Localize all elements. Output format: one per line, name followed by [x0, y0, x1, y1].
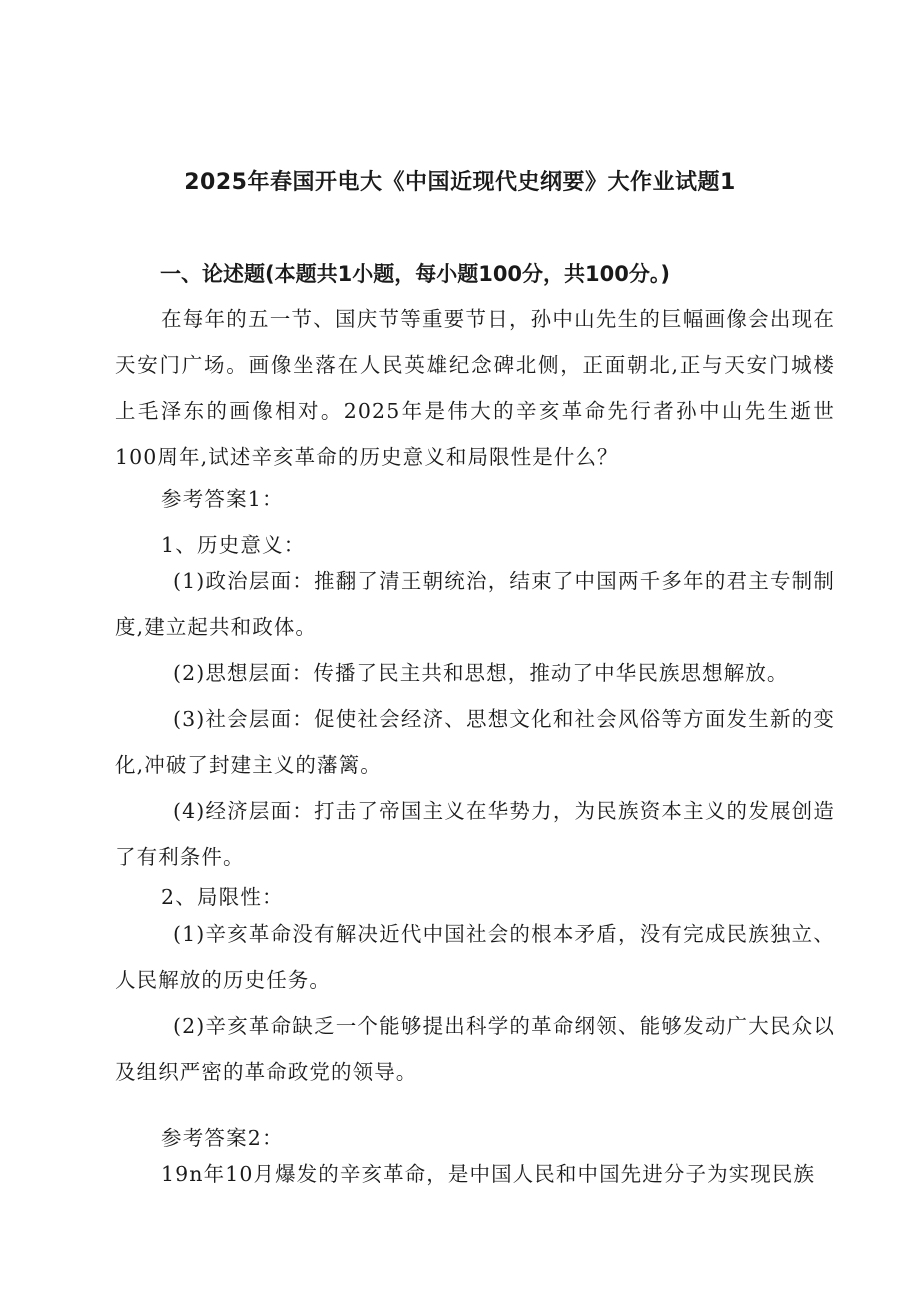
answer2-label: 参考答案2： — [161, 1126, 284, 1150]
question-paragraph: 在每年的五一节、国庆节等重要节日，孙中山先生的巨幅画像会出现在天安门广场。画像坐落在人民英雄纪念碑北侧，正面朝北,正与天安门城楼上毛泽东的画像相对。2025年是伟大的辛亥革命先行者孙中山先生逝世100周年,试述辛亥革命的历史意义和局限性是什么？ — [115, 307, 835, 469]
answer1-label: 参考答案1： — [161, 487, 284, 511]
answer1-part2-list — [115, 911, 835, 1095]
section-heading: 一、论述题(本题共1小题，每小题100分，共100分。) — [160, 262, 670, 286]
answer1-part1-list — [115, 558, 835, 880]
answer1-part2-heading: 2、局限性： — [161, 885, 284, 909]
answer1-item: (1)政治层面：推翻了清王朝统治，结束了中国两千多年的君主专制制度,建立起共和政体。 — [115, 569, 835, 639]
document-title: 2025年春国开电大《中国近现代史纲要》大作业试题1 — [184, 170, 736, 195]
answer1-part1-heading: 1、历史意义： — [161, 533, 306, 557]
question-text-block — [115, 296, 835, 480]
answer1-item: (4)经济层面：打击了帝国主义在华势力，为民族资本主义的发展创造了有利条件。 — [115, 799, 835, 869]
answer2-first-line: 19n年10月爆发的辛亥革命，是中国人民和中国先进分子为实现民族 — [161, 1162, 816, 1186]
answer1-item: (1)辛亥革命没有解决近代中国社会的根本矛盾，没有完成民族独立、人民解放的历史任务。 — [115, 922, 835, 992]
answer1-item: (3)社会层面：促使社会经济、思想文化和社会风俗等方面发生新的变化,冲破了封建主义的藩篱。 — [115, 707, 835, 777]
answer1-item: (2)思想层面：传播了民主共和思想，推动了中华民族思想解放。 — [173, 661, 789, 685]
answer1-item: (2)辛亥革命缺乏一个能够提出科学的革命纲领、能够发动广大民众以及组织严密的革命政党的领导。 — [115, 1014, 835, 1084]
